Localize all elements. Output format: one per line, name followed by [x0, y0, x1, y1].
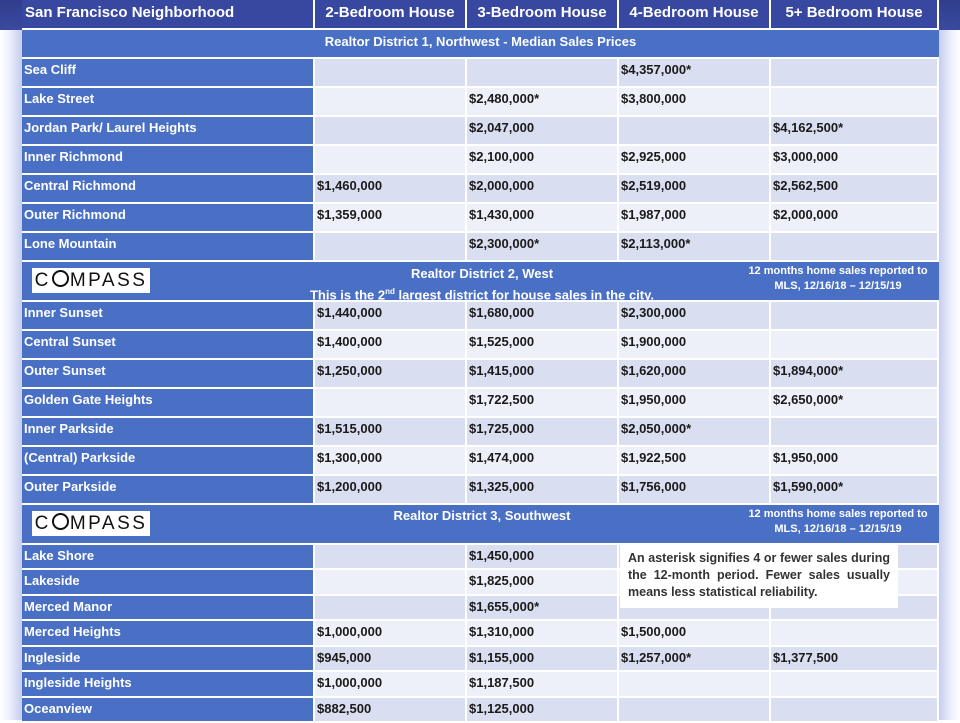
district-2-subtitle: This is the 2nd largest district for house sales in the city.	[309, 287, 655, 303]
district-3-title: Realtor District 3, Southwest	[393, 508, 571, 523]
price-4-bedroom	[619, 117, 771, 146]
price-3-bedroom: $1,474,000	[467, 447, 619, 476]
price-4-bedroom: $2,300,000	[619, 302, 771, 331]
neighborhood-cell: Lone Mountain	[22, 233, 315, 262]
neighborhood-cell: Outer Richmond	[22, 204, 315, 233]
price-3-bedroom: $1,187,500	[467, 672, 619, 697]
district-2-title-block	[272, 265, 692, 304]
neighborhood-cell: Outer Sunset	[22, 360, 315, 389]
district-2-date-note: 12 months home sales reported to MLS, 12/16/18 – 12/15/19	[748, 265, 928, 292]
price-5-plus-bedroom: $1,894,000*	[771, 360, 939, 389]
price-5-plus-bedroom: $1,950,000	[771, 447, 939, 476]
price-2-bedroom	[315, 545, 467, 570]
compass-logo: C MPASS	[32, 268, 150, 293]
price-4-bedroom	[619, 698, 771, 723]
price-4-bedroom: $1,500,000	[619, 621, 771, 646]
price-3-bedroom: $1,430,000	[467, 204, 619, 233]
price-3-bedroom: $1,450,000	[467, 545, 619, 570]
price-2-bedroom: $1,400,000	[315, 331, 467, 360]
neighborhood-cell: (Central) Parkside	[22, 447, 315, 476]
price-4-bedroom: $1,922,500	[619, 447, 771, 476]
neighborhood-cell: Inner Parkside	[22, 418, 315, 447]
price-3-bedroom: $2,300,000*	[467, 233, 619, 262]
price-5-plus-bedroom: $1,377,500	[771, 647, 939, 672]
neighborhood-cell: Lakeside	[22, 570, 315, 595]
neighborhood-cell: Jordan Park/ Laurel Heights	[22, 117, 315, 146]
neighborhood-cell: Oceanview	[22, 698, 315, 723]
price-5-plus-bedroom: $1,590,000*	[771, 476, 939, 505]
price-4-bedroom	[619, 672, 771, 697]
price-3-bedroom: $2,480,000*	[467, 88, 619, 117]
neighborhood-cell: Central Sunset	[22, 331, 315, 360]
neighborhood-cell: Inner Sunset	[22, 302, 315, 331]
price-3-bedroom: $1,725,000	[467, 418, 619, 447]
price-4-bedroom: $1,900,000	[619, 331, 771, 360]
district-2-band	[22, 262, 939, 302]
neighborhood-cell: Central Richmond	[22, 175, 315, 204]
price-4-bedroom: $1,756,000	[619, 476, 771, 505]
price-4-bedroom: $3,800,000	[619, 88, 771, 117]
price-5-plus-bedroom	[771, 621, 939, 646]
price-2-bedroom	[315, 117, 467, 146]
header-2-bedroom: 2-Bedroom House	[315, 0, 467, 30]
neighborhood-cell: Inner Richmond	[22, 146, 315, 175]
neighborhood-cell: Ingleside Heights	[22, 672, 315, 697]
price-2-bedroom: $1,359,000	[315, 204, 467, 233]
district-3-band	[22, 505, 939, 545]
price-2-bedroom: $1,515,000	[315, 418, 467, 447]
price-3-bedroom: $2,047,000	[467, 117, 619, 146]
price-4-bedroom: $4,357,000*	[619, 59, 771, 88]
neighborhood-cell: Lake Shore	[22, 545, 315, 570]
price-4-bedroom: $1,987,000	[619, 204, 771, 233]
price-3-bedroom: $1,415,000	[467, 360, 619, 389]
price-3-bedroom: $1,310,000	[467, 621, 619, 646]
price-2-bedroom	[315, 570, 467, 595]
price-5-plus-bedroom: $2,650,000*	[771, 389, 939, 418]
price-3-bedroom: $1,525,000	[467, 331, 619, 360]
median-prices-table	[22, 0, 939, 720]
right-frame-gradient	[939, 30, 960, 720]
neighborhood-cell: Golden Gate Heights	[22, 389, 315, 418]
price-2-bedroom	[315, 146, 467, 175]
price-3-bedroom: $1,155,000	[467, 647, 619, 672]
price-2-bedroom: $882,500	[315, 698, 467, 723]
price-5-plus-bedroom	[771, 59, 939, 88]
price-4-bedroom: $2,113,000*	[619, 233, 771, 262]
price-4-bedroom: $2,519,000	[619, 175, 771, 204]
price-5-plus-bedroom	[771, 331, 939, 360]
price-2-bedroom: $1,000,000	[315, 621, 467, 646]
price-3-bedroom: $1,125,000	[467, 698, 619, 723]
price-2-bedroom: $1,440,000	[315, 302, 467, 331]
price-5-plus-bedroom	[771, 418, 939, 447]
price-4-bedroom: $1,620,000	[619, 360, 771, 389]
header-neighborhood: San Francisco Neighborhood	[22, 0, 315, 30]
left-frame-gradient	[0, 30, 22, 720]
asterisk-note: An asterisk signifies 4 or fewer sales during the 12-month period. Fewer sales usually means less statistical reliability.	[620, 544, 898, 608]
price-5-plus-bedroom	[771, 672, 939, 697]
price-2-bedroom: $1,300,000	[315, 447, 467, 476]
district-3-date-note: 12 months home sales reported to MLS, 12/16/18 – 12/15/19	[748, 508, 928, 535]
price-5-plus-bedroom	[771, 698, 939, 723]
price-3-bedroom: $1,325,000	[467, 476, 619, 505]
header-4-bedroom: 4-Bedroom House	[619, 0, 771, 30]
neighborhood-cell: Ingleside	[22, 647, 315, 672]
price-5-plus-bedroom: $3,000,000	[771, 146, 939, 175]
price-2-bedroom: $1,250,000	[315, 360, 467, 389]
price-2-bedroom: $1,200,000	[315, 476, 467, 505]
header-5-plus-bedroom: 5+ Bedroom House	[771, 0, 939, 30]
price-2-bedroom	[315, 233, 467, 262]
price-3-bedroom: $2,100,000	[467, 146, 619, 175]
price-4-bedroom: $1,950,000	[619, 389, 771, 418]
price-4-bedroom: $2,925,000	[619, 146, 771, 175]
neighborhood-cell: Merced Manor	[22, 596, 315, 621]
price-5-plus-bedroom: $4,162,500*	[771, 117, 939, 146]
header-3-bedroom: 3-Bedroom House	[467, 0, 619, 30]
price-2-bedroom: $945,000	[315, 647, 467, 672]
price-5-plus-bedroom: $2,000,000	[771, 204, 939, 233]
price-5-plus-bedroom	[771, 88, 939, 117]
price-2-bedroom: $1,460,000	[315, 175, 467, 204]
price-5-plus-bedroom	[771, 302, 939, 331]
district-1-band: Realtor District 1, Northwest - Median Sales Prices	[22, 30, 939, 59]
compass-o-mark	[52, 270, 69, 287]
district-2-title: Realtor District 2, West	[410, 266, 554, 281]
price-2-bedroom: $1,000,000	[315, 672, 467, 697]
neighborhood-cell: Lake Street	[22, 88, 315, 117]
neighborhood-cell: Merced Heights	[22, 621, 315, 646]
price-3-bedroom: $1,680,000	[467, 302, 619, 331]
price-2-bedroom	[315, 88, 467, 117]
price-3-bedroom: $1,722,500	[467, 389, 619, 418]
price-4-bedroom: $2,050,000*	[619, 418, 771, 447]
price-3-bedroom: $2,000,000	[467, 175, 619, 204]
neighborhood-cell: Sea Cliff	[22, 59, 315, 88]
price-3-bedroom: $1,655,000*	[467, 596, 619, 621]
compass-o-mark	[52, 513, 69, 530]
price-3-bedroom: $1,825,000	[467, 570, 619, 595]
price-5-plus-bedroom: $2,562,500	[771, 175, 939, 204]
price-5-plus-bedroom	[771, 233, 939, 262]
price-2-bedroom	[315, 59, 467, 88]
price-3-bedroom	[467, 59, 619, 88]
compass-logo: C MPASS	[32, 511, 150, 536]
price-2-bedroom	[315, 389, 467, 418]
neighborhood-cell: Outer Parkside	[22, 476, 315, 505]
price-4-bedroom: $1,257,000*	[619, 647, 771, 672]
price-2-bedroom	[315, 596, 467, 621]
